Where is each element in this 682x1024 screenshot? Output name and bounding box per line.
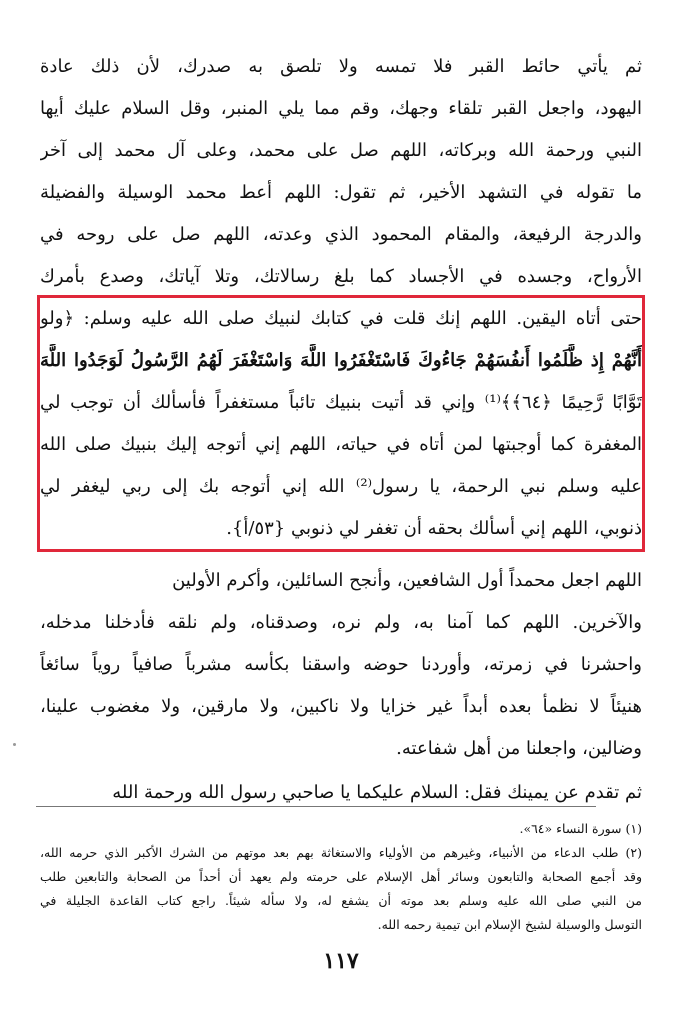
body-line-after-3: واحشرنا في زمرته، وأوردنا حوضه واسقنا بكأسه مشرباً صافياً روياً سائغاً xyxy=(40,654,642,675)
footnote-separator xyxy=(36,806,596,807)
highlighted-line-5: عليه وسلم نبي الرحمة، يا رسول⁽²⁾ الله إني أتوجه بك إلى ربي ليغفر لي xyxy=(40,476,642,497)
body-line-1: ثم يأتي حائط القبر فلا تمسه ولا تلصق به صدرك، لأن ذلك عادة xyxy=(40,56,642,77)
highlighted-line-6: ذنوبي، اللهم إني أسألك بحقه أن تغفر لي ذنوبي {٥٣/أ}. xyxy=(226,518,642,539)
footnote-2-line-2: وقد أجمع الصحابة والتابعون وسائر أهل الإسلام على حرمته ولم يعهد أن أحداً من الصحابة والتابعين طلب xyxy=(40,869,642,884)
footnote-2-line-4: التوسل والوسيلة لشيخ الإسلام ابن تيمية رحمه الله. xyxy=(377,917,642,932)
body-line-after-5: وضالين، واجعلنا من أهل شفاعته. xyxy=(396,738,642,759)
body-line-5: والدرجة الرفيعة، والمقام المحمود الذي وعدته، اللهم صل على روحه في xyxy=(40,224,642,245)
body-line-2: اليهود، واجعل القبر تلقاء وجهك، وقم مما يلي المنبر، وقل السلام عليك أيها xyxy=(40,98,642,119)
highlighted-line-3: تَوَّابًا رَّحِيمًا ﴿٦٤﴾﴾⁽¹⁾ وإني قد أتيت بنبيك تائباً مستغفراً فأسألك أن توجب لي xyxy=(40,392,642,413)
quran-verse-line: أَنَّهُمْ إِذ ظَّلَمُوا أَنفُسَهُمْ جَاءُوكَ فَاسْتَغْفَرُوا اللَّهَ وَاسْتَغْفَرَ لَهُمُ الرَّسُولُ لَوَجَدُوا اللَّهَ xyxy=(40,350,642,371)
page-number: ١١٧ xyxy=(323,948,359,974)
body-line-6: الأرواح، وجسده في الأجساد كما بلغ رسالاتك، وتلا آياتك، وصدع بأمرك xyxy=(40,266,642,287)
body-line-4: ما تقوله في التشهد الأخير، ثم تقول: اللهم أعط محمد الوسيلة والفضيلة xyxy=(40,182,642,203)
footnote-1: (١) سورة النساء «٦٤». xyxy=(519,821,642,836)
body-line-after-4: هنيئاً لا نظمأ بعده أبداً غير خزايا ولا ناكبين، ولا مارقين، ولا مغضوب علينا، xyxy=(40,696,642,717)
body-line-after-2: والآخرين. اللهم كما آمنا به، ولم نره، وصدقناه، ولم نلقه فأدخلنا مدخله، xyxy=(40,612,642,633)
margin-mark xyxy=(13,743,16,746)
footnote-2-line-3: من النبي صلى الله عليه وسلم بعد موته أن يشفع له، ولا سأله شيئاً. راجع كتاب القاعدة الجليلة في xyxy=(40,893,642,908)
highlighted-line-1: حتى أتاه اليقين. اللهم إنك قلت في كتابك لنبيك صلى الله عليه وسلم: ﴿ولو xyxy=(40,308,642,329)
body-line-after-1: اللهم اجعل محمداً أول الشافعين، وأنجح السائلين، وأكرم الأولين xyxy=(172,570,642,591)
closing-line: ثم تقدم عن يمينك فقل: السلام عليكما يا صاحبي رسول الله ورحمة الله xyxy=(112,782,642,803)
body-line-3: النبي ورحمة الله وبركاته، اللهم صل على محمد، وعلى آل محمد إلى آخر xyxy=(40,140,642,161)
highlighted-line-4: المغفرة كما أوجبتها لمن أتاه في حياته، اللهم إني أتوجه إليك بنبيك صلى الله xyxy=(40,434,642,455)
footnote-2-line-1: (٢) طلب الدعاء من الأنبياء، وغيرهم من الأولياء والاستغاثة بهم بعد موتهم من الشرك الأكبر الذي حرمه الله، xyxy=(40,845,642,860)
